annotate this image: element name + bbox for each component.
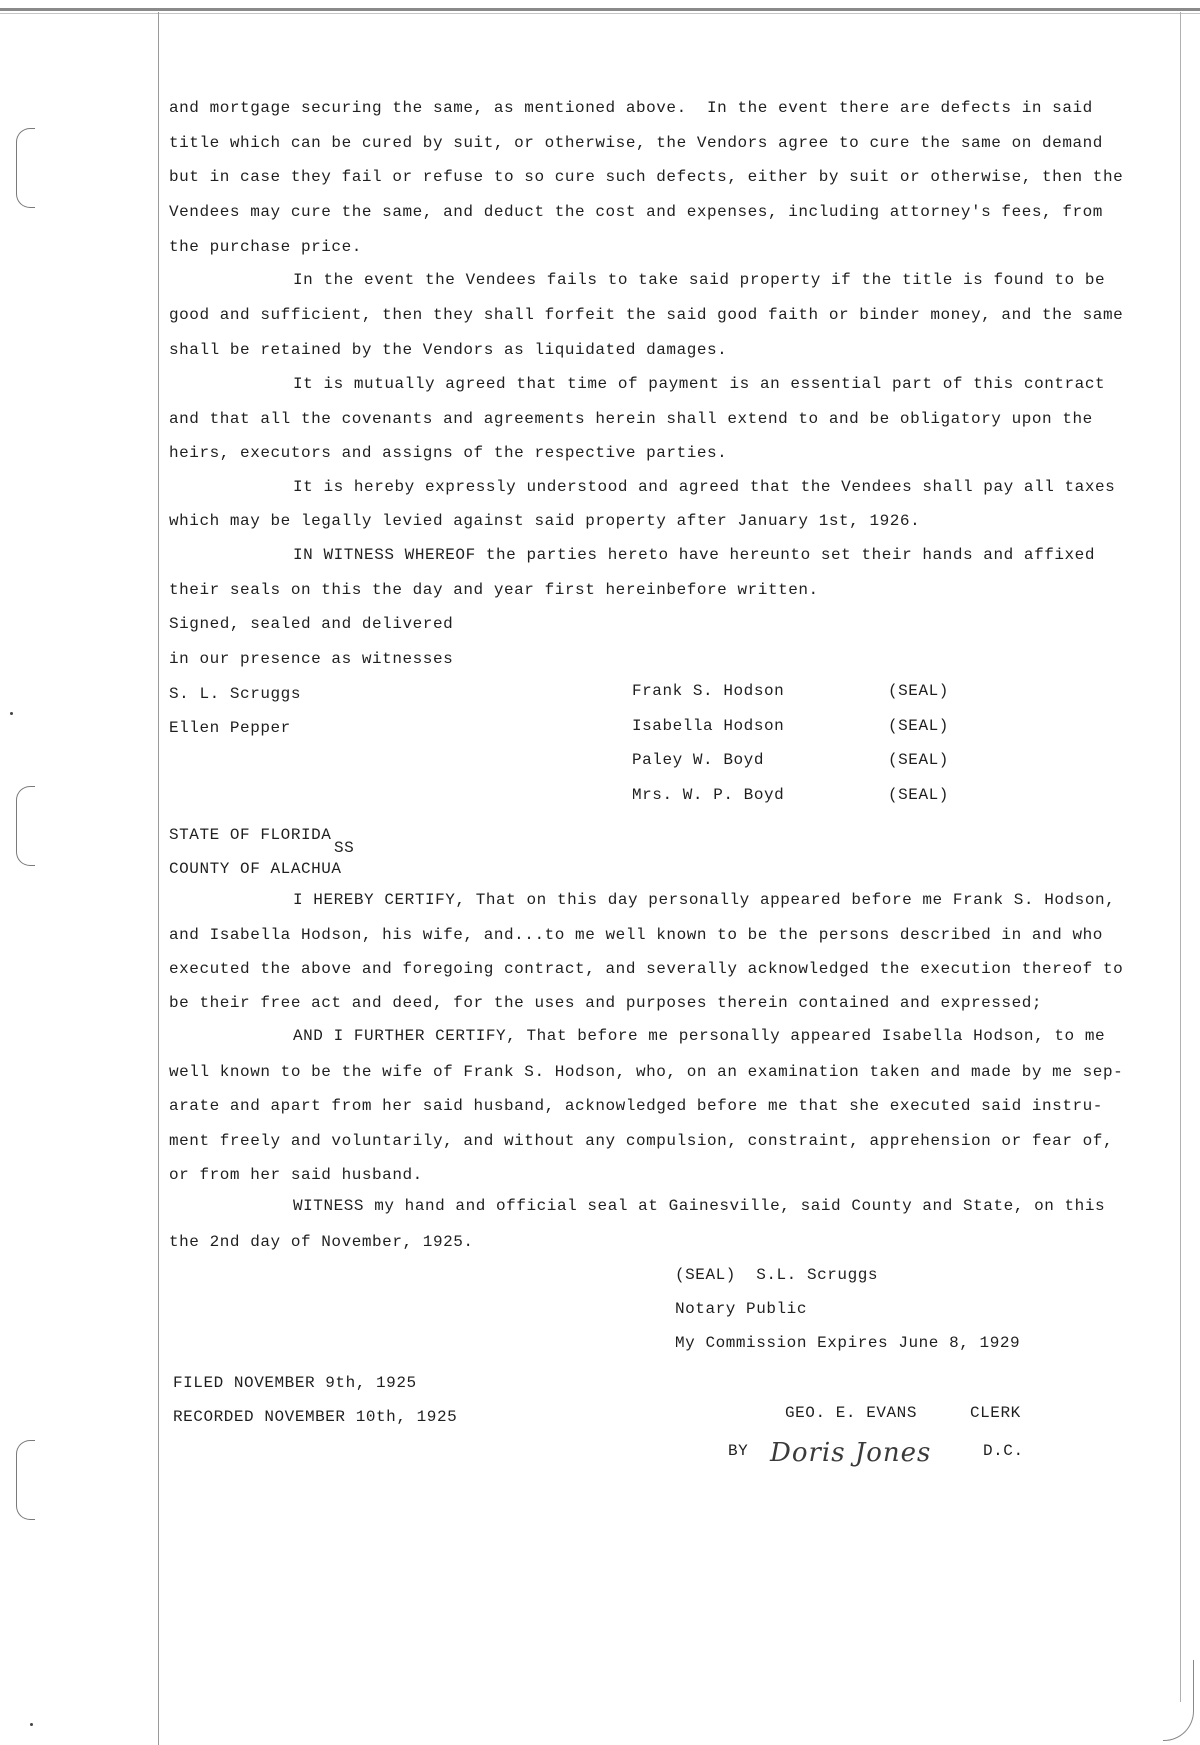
recorded-date: RECORDED NOVEMBER 10th, 1925 — [173, 1408, 458, 1426]
top-border-rule-thin — [0, 13, 1200, 14]
witness-name: S. L. Scruggs — [169, 685, 301, 703]
filed-date: FILED NOVEMBER 9th, 1925 — [173, 1374, 417, 1392]
signatory-name: Paley W. Boyd — [632, 751, 764, 769]
clerk-title: CLERK — [970, 1404, 1021, 1422]
binder-hole-middle — [16, 786, 35, 866]
deputy-clerk-signature: Doris Jones — [770, 1438, 932, 1468]
body-line: which may be legally levied against said property after January 1st, 1926. — [169, 512, 921, 530]
notary-signature-line: (SEAL) S.L. Scruggs — [675, 1266, 879, 1284]
signatory-name: Isabella Hodson — [632, 717, 785, 735]
body-line: shall be retained by the Vendors as liquidated damages. — [169, 341, 728, 359]
body-line: title which can be cured by suit, or otherwise, the Vendors agree to cure the same on demand — [169, 134, 1103, 152]
certificate-line: arate and apart from her said husband, acknowledged before me that she executed said instru- — [169, 1097, 1103, 1115]
body-line: In the event the Vendees fails to take said property if the title is found to be — [293, 271, 1106, 289]
body-line: and mortgage securing the same, as mentioned above. In the event there are defects in said — [169, 99, 1093, 117]
certificate-line: WITNESS my hand and official seal at Gainesville, said County and State, on this — [293, 1197, 1106, 1215]
venue-county: COUNTY OF ALACHUA — [169, 860, 342, 878]
body-line: IN WITNESS WHEREOF the parties hereto have hereunto set their hands and affixed — [293, 546, 1095, 564]
certificate-line: be their free act and deed, for the uses and purposes therein contained and expressed; — [169, 994, 1043, 1012]
left-margin-line — [158, 12, 159, 1745]
body-line: in our presence as witnesses — [169, 650, 454, 668]
body-line: Signed, sealed and delivered — [169, 615, 454, 633]
body-line: their seals on this the day and year first hereinbefore written. — [169, 581, 819, 599]
body-line: It is hereby expressly understood and agreed that the Vendees shall pay all taxes — [293, 478, 1116, 496]
body-line: heirs, executors and assigns of the respective parties. — [169, 444, 728, 462]
body-line: the purchase price. — [169, 238, 362, 256]
page-curl — [1163, 1660, 1194, 1741]
paper-speck — [10, 712, 13, 715]
seal-label: (SEAL) — [888, 751, 949, 769]
binder-hole-top — [16, 128, 35, 208]
certificate-line: or from her said husband. — [169, 1166, 423, 1184]
witness-name: Ellen Pepper — [169, 719, 291, 737]
venue-state: STATE OF FLORIDA — [169, 826, 332, 844]
seal-label: (SEAL) — [888, 682, 949, 700]
signatory-name: Frank S. Hodson — [632, 682, 785, 700]
body-line: It is mutually agreed that time of payment is an essential part of this contract — [293, 375, 1106, 393]
by-label: BY — [728, 1442, 749, 1460]
body-line: but in case they fail or refuse to so cure such defects, either by suit or otherwise, then the — [169, 168, 1124, 186]
certificate-line: I HEREBY CERTIFY, That on this day personally appeared before me Frank S. Hodson, — [293, 891, 1116, 909]
notary-title: Notary Public — [675, 1300, 807, 1318]
deputy-clerk-suffix: D.C. — [983, 1442, 1024, 1460]
top-border-rule — [0, 8, 1200, 11]
body-line: and that all the covenants and agreements herein shall extend to and be obligatory upon the — [169, 410, 1093, 428]
certificate-line: AND I FURTHER CERTIFY, That before me personally appeared Isabella Hodson, to me — [293, 1027, 1106, 1045]
venue-ss: SS — [334, 839, 355, 857]
signatory-name: Mrs. W. P. Boyd — [632, 786, 785, 804]
clerk-name: GEO. E. EVANS — [785, 1404, 917, 1422]
right-margin-line — [1180, 12, 1181, 1702]
certificate-line: well known to be the wife of Frank S. Hodson, who, on an examination taken and made by me sep- — [169, 1063, 1124, 1081]
notary-commission: My Commission Expires June 8, 1929 — [675, 1334, 1021, 1352]
certificate-line: ment freely and voluntarily, and without any compulsion, constraint, apprehension or fear of, — [169, 1132, 1114, 1150]
paper-speck — [30, 1723, 33, 1726]
seal-label: (SEAL) — [888, 717, 949, 735]
body-line: Vendees may cure the same, and deduct the cost and expenses, including attorney's fees, from — [169, 203, 1103, 221]
certificate-line: the 2nd day of November, 1925. — [169, 1233, 474, 1251]
seal-label: (SEAL) — [888, 786, 949, 804]
body-line: good and sufficient, then they shall forfeit the said good faith or binder money, and the same — [169, 306, 1124, 324]
binder-hole-bottom — [16, 1440, 35, 1520]
certificate-line: and Isabella Hodson, his wife, and...to me well known to be the persons described in and who — [169, 926, 1103, 944]
certificate-line: executed the above and foregoing contract, and severally acknowledged the execution thereof to — [169, 960, 1124, 978]
